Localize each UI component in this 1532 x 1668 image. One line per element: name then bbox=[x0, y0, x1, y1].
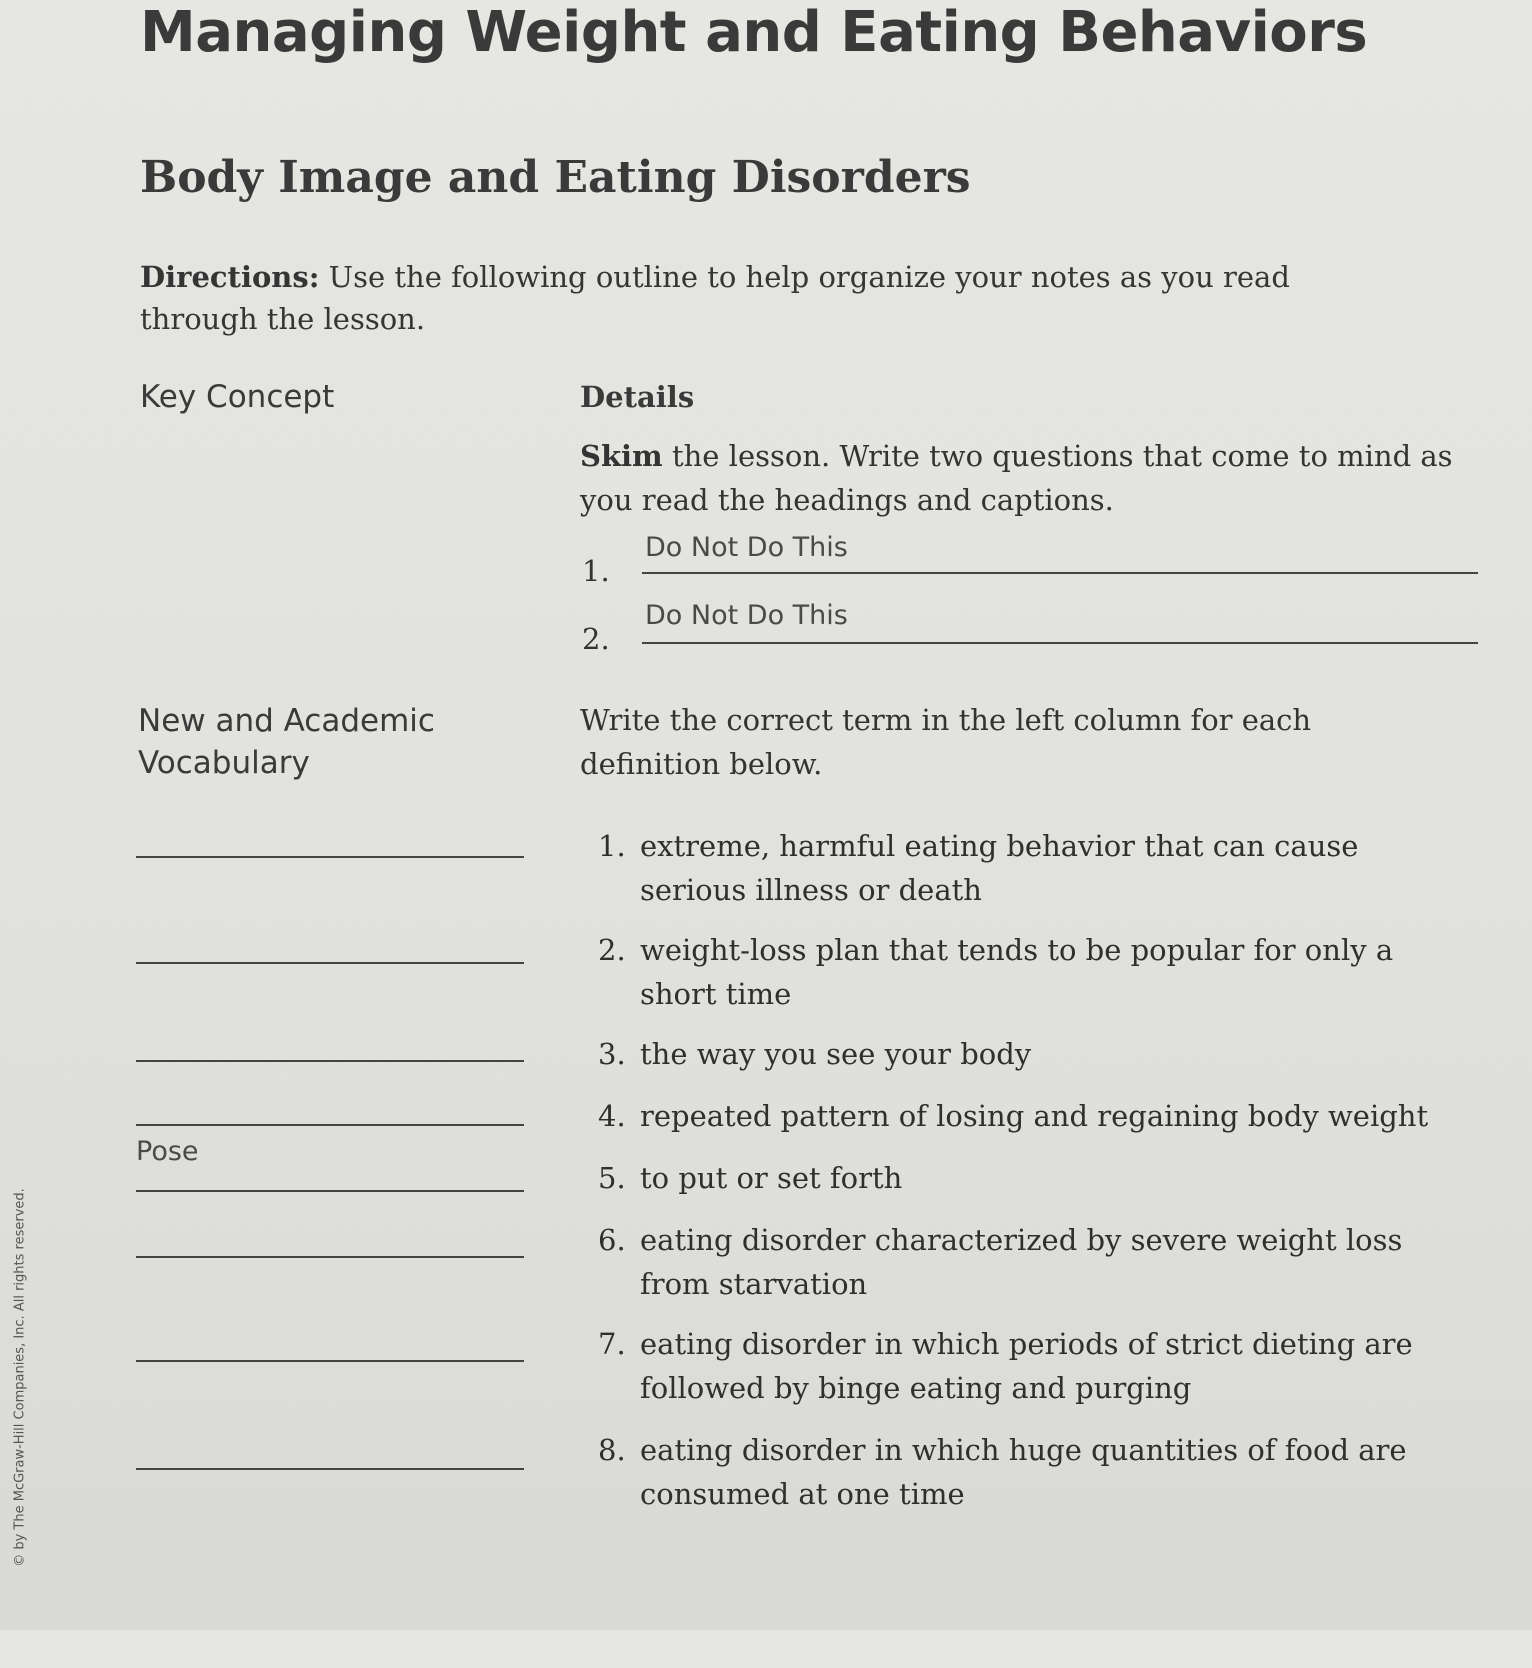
definition-text-7b: followed by binge eating and purging bbox=[640, 1371, 1192, 1405]
answer-line-1[interactable] bbox=[136, 856, 524, 858]
definition-number-8: 8. bbox=[598, 1433, 626, 1467]
definition-item-1 bbox=[598, 824, 1458, 912]
answer-line-2[interactable] bbox=[136, 962, 524, 964]
definition-item-6 bbox=[598, 1218, 1458, 1306]
directions-paragraph bbox=[140, 256, 1300, 340]
key-concept-heading: Key Concept bbox=[140, 379, 335, 415]
skim-instruction bbox=[580, 434, 1460, 522]
question-answer-1: Do Not Do This bbox=[645, 532, 848, 563]
definition-item-8 bbox=[598, 1428, 1458, 1516]
definition-item-7 bbox=[598, 1322, 1458, 1410]
definition-text-1b: serious illness or death bbox=[640, 873, 982, 907]
definition-number-1: 1. bbox=[598, 829, 626, 863]
page-title: Managing Weight and Eating Behaviors bbox=[140, 0, 1368, 65]
definition-text-5a: to put or set forth bbox=[640, 1161, 903, 1195]
definition-text-7a: eating disorder in which periods of strict dieting are bbox=[640, 1327, 1413, 1361]
definition-text-2b: short time bbox=[640, 977, 792, 1011]
question-line-2[interactable] bbox=[642, 642, 1478, 644]
definition-text-8a: eating disorder in which huge quantities of food are bbox=[640, 1433, 1407, 1467]
directions-label: Directions: bbox=[140, 260, 320, 294]
definition-item-3 bbox=[598, 1032, 1458, 1076]
page-subtitle: Body Image and Eating Disorders bbox=[140, 152, 971, 203]
definition-number-4: 4. bbox=[598, 1099, 626, 1133]
vocabulary-instruction: Write the correct term in the left column for each definition below. bbox=[580, 703, 1312, 781]
definition-number-6: 6. bbox=[598, 1223, 626, 1257]
definition-item-5 bbox=[598, 1156, 1458, 1200]
definition-text-3a: the way you see your body bbox=[640, 1037, 1032, 1071]
answer-line-7[interactable] bbox=[136, 1360, 524, 1362]
definition-number-3: 3. bbox=[598, 1037, 626, 1071]
directions-text: Use the following outline to help organize your notes as you read through the lesson. bbox=[140, 260, 1290, 336]
definition-text-4a: repeated pattern of losing and regaining body weight bbox=[640, 1099, 1429, 1133]
answer-line-3[interactable] bbox=[136, 1060, 524, 1062]
answer-text-5: Pose bbox=[136, 1136, 199, 1167]
skim-text: the lesson. Write two questions that come to mind as you read the headings and captions. bbox=[580, 439, 1453, 517]
definition-number-5: 5. bbox=[598, 1161, 626, 1195]
question-answer-2: Do Not Do This bbox=[645, 600, 848, 631]
vocabulary-heading-line2: Vocabulary bbox=[138, 745, 310, 781]
definition-text-6a: eating disorder characterized by severe weight loss bbox=[640, 1223, 1403, 1257]
question-line-1[interactable] bbox=[642, 572, 1478, 574]
question-number-1: 1. bbox=[582, 554, 610, 588]
question-number-2: 2. bbox=[582, 622, 610, 656]
details-heading: Details bbox=[580, 380, 695, 414]
skim-label: Skim bbox=[580, 439, 663, 473]
definition-text-1a: extreme, harmful eating behavior that can cause bbox=[640, 829, 1359, 863]
answer-line-6[interactable] bbox=[136, 1256, 524, 1258]
definition-item-4 bbox=[598, 1094, 1458, 1138]
answer-line-4[interactable] bbox=[136, 1124, 524, 1126]
answer-line-5[interactable] bbox=[136, 1190, 524, 1192]
answer-line-8[interactable] bbox=[136, 1468, 524, 1470]
definition-text-6b: from starvation bbox=[640, 1267, 868, 1301]
vocabulary-heading-line1: New and Academic bbox=[138, 703, 435, 739]
definition-text-2a: weight-loss plan that tends to be popular for only a bbox=[640, 933, 1394, 967]
definition-number-7: 7. bbox=[598, 1327, 626, 1361]
definition-number-2: 2. bbox=[598, 933, 626, 967]
definition-item-2 bbox=[598, 928, 1458, 1016]
definition-text-8b: consumed at one time bbox=[640, 1477, 965, 1511]
copyright-notice: © by The McGraw-Hill Companies, Inc. All rights reserved. bbox=[12, 1188, 28, 1567]
